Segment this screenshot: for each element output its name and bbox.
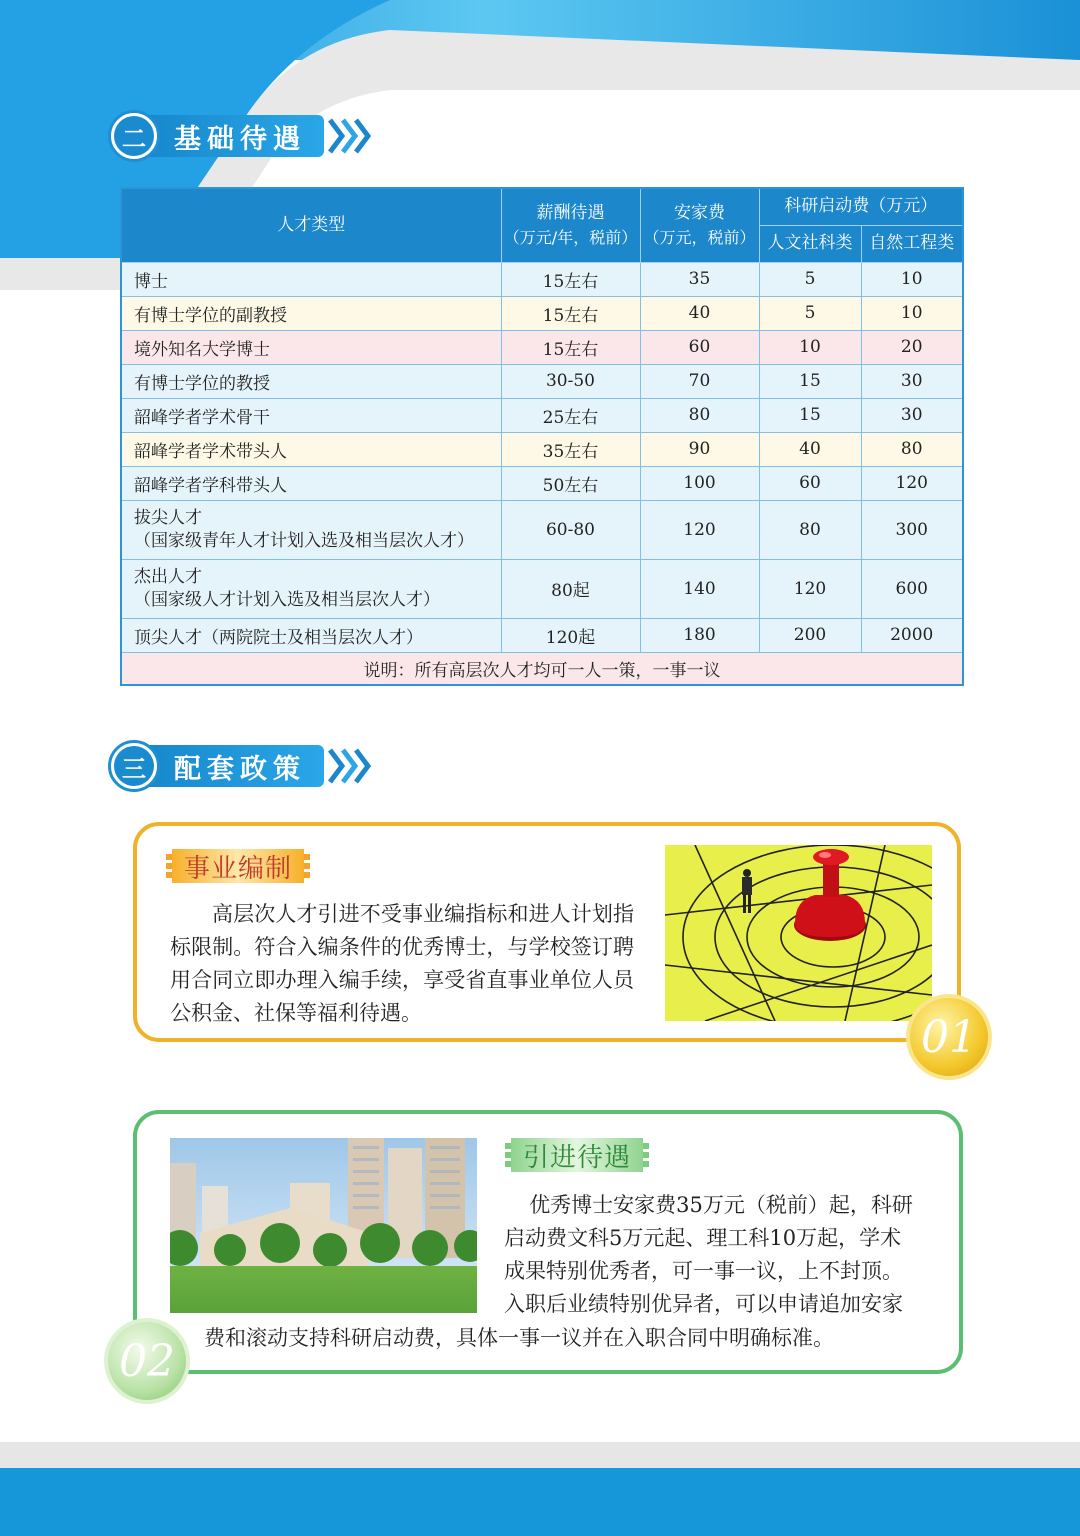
- table-row: [121, 618, 963, 652]
- cell-salary: 15左右: [501, 262, 640, 296]
- cell-science: 300: [861, 500, 963, 559]
- cell-housing: 140: [640, 559, 759, 618]
- cell-housing: 70: [640, 364, 759, 398]
- cell-humanities: 40: [759, 432, 861, 466]
- table-row: [121, 432, 963, 466]
- cell-humanities: 5: [759, 296, 861, 330]
- footer-stripe: [0, 1442, 1080, 1468]
- policy-text-line: 启动费文科5万元起、理工科10万起，学术: [504, 1226, 902, 1250]
- section-number-badge: [108, 740, 160, 792]
- cell-salary: 80起: [501, 559, 640, 618]
- cell-science: 600: [861, 559, 963, 618]
- tag-decoration: [304, 854, 310, 878]
- cell-salary: 30-50: [501, 364, 640, 398]
- col-header-housing: 安家费 （万元，税前）: [640, 188, 759, 262]
- table-note: 说明：所有高层次人才均可一人一策，一事一议: [121, 652, 963, 685]
- policy-text-line: 费和滚动支持科研启动费，具体一事一议并在入职合同中明确标准。: [204, 1326, 834, 1350]
- cell-housing: 40: [640, 296, 759, 330]
- cell-salary: 15左右: [501, 330, 640, 364]
- cell-science: 2000: [861, 618, 963, 652]
- table-row: [121, 559, 963, 618]
- col-header-type: 人才类型: [121, 188, 501, 262]
- table-row: [121, 364, 963, 398]
- cell-type: 韶峰学者学术带头人: [121, 432, 501, 466]
- table-row: [121, 466, 963, 500]
- cell-type: 韶峰学者学科带头人: [121, 466, 501, 500]
- cell-science: 120: [861, 466, 963, 500]
- table-row: [121, 500, 963, 559]
- section-title-text: 配套政策: [148, 745, 324, 787]
- cell-housing: 60: [640, 330, 759, 364]
- cell-humanities: 15: [759, 364, 861, 398]
- policy-tag-introduction: [505, 1137, 649, 1173]
- cell-housing: 90: [640, 432, 759, 466]
- cell-type: 韶峰学者学术骨干: [121, 398, 501, 432]
- table-note-row: [121, 652, 963, 685]
- section-number-badge: [108, 110, 160, 162]
- section-title-support-policy: [108, 740, 372, 792]
- col-header-humanities: 人文社科类: [759, 225, 861, 262]
- cell-type: 有博士学位的副教授: [121, 296, 501, 330]
- cell-housing: 120: [640, 500, 759, 559]
- chevron-right-icon: [328, 116, 372, 156]
- cell-salary: 25左右: [501, 398, 640, 432]
- cell-science: 10: [861, 296, 963, 330]
- cell-type: 有博士学位的教授: [121, 364, 501, 398]
- cell-housing: 35: [640, 262, 759, 296]
- cell-science: 30: [861, 398, 963, 432]
- chevron-right-icon: [328, 746, 372, 786]
- table-row: [121, 398, 963, 432]
- cell-science: 30: [861, 364, 963, 398]
- footer-bar: [0, 1468, 1080, 1536]
- cell-type: 境外知名大学博士: [121, 330, 501, 364]
- cell-humanities: 15: [759, 398, 861, 432]
- cell-type: 拔尖人才 （国家级青年人才计划入选及相当层次人才）: [121, 500, 501, 559]
- policy-number-badge: 02: [104, 1318, 190, 1404]
- cell-type: 顶尖人才（两院院士及相当层次人才）: [121, 618, 501, 652]
- cell-humanities: 10: [759, 330, 861, 364]
- benefits-table: [120, 187, 964, 686]
- cell-salary: 120起: [501, 618, 640, 652]
- cell-science: 10: [861, 262, 963, 296]
- policy-tag-establishment: [166, 848, 310, 884]
- cell-humanities: 5: [759, 262, 861, 296]
- cell-salary: 35左右: [501, 432, 640, 466]
- section-number: 二: [114, 116, 154, 156]
- section-title-basic-benefits: [108, 110, 372, 162]
- cell-humanities: 200: [759, 618, 861, 652]
- cell-type: 博士: [121, 262, 501, 296]
- policy-text-line: 优秀博士安家费35万元（税前）起，科研: [529, 1193, 913, 1217]
- cell-salary: 15左右: [501, 296, 640, 330]
- policy-number-badge: 01: [906, 994, 992, 1080]
- cell-housing: 180: [640, 618, 759, 652]
- cell-science: 80: [861, 432, 963, 466]
- section-title-text: 基础待遇: [148, 115, 324, 157]
- policy-tag-label: 事业编制: [172, 849, 304, 883]
- section-number: 三: [114, 746, 154, 786]
- cell-housing: 100: [640, 466, 759, 500]
- table-row: [121, 262, 963, 296]
- cell-type: 杰出人才 （国家级人才计划入选及相当层次人才）: [121, 559, 501, 618]
- cell-humanities: 120: [759, 559, 861, 618]
- cell-humanities: 60: [759, 466, 861, 500]
- cell-housing: 80: [640, 398, 759, 432]
- residential-buildings-image: [170, 1138, 477, 1313]
- table-row: [121, 296, 963, 330]
- policy-tag-label: 引进待遇: [511, 1138, 643, 1172]
- col-header-science: 自然工程类: [861, 225, 963, 262]
- target-image: [665, 845, 932, 1021]
- policy-text-establishment: 高层次人才引进不受事业编指标和进人计划指标限制。符合入编条件的优秀博士，与学校签订聘用合同立即办理入编手续，享受省直事业单位人员公积金、社保等福利待遇。: [170, 902, 634, 1025]
- cell-humanities: 80: [759, 500, 861, 559]
- cell-salary: 60-80: [501, 500, 640, 559]
- col-header-research: 科研启动费（万元）: [759, 188, 963, 225]
- policy-text-line: 成果特别优秀者，可一事一议，上不封顶。: [504, 1259, 903, 1283]
- tag-decoration: [643, 1143, 649, 1167]
- cell-salary: 50左右: [501, 466, 640, 500]
- policy-text-line: 入职后业绩特别优异者，可以申请追加安家: [504, 1292, 903, 1316]
- cell-science: 20: [861, 330, 963, 364]
- col-header-salary: 薪酬待遇 （万元/年，税前）: [501, 188, 640, 262]
- table-row: [121, 330, 963, 364]
